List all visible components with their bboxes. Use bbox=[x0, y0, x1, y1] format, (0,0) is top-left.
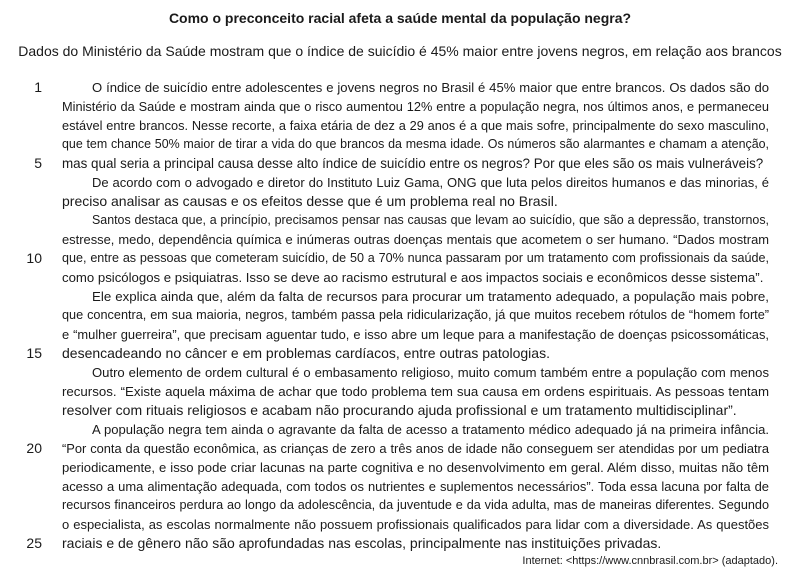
line-number: 25 bbox=[26, 535, 42, 551]
text-line: recursos financeiros perdura ao longo da adolescência, da juventude e da vida adulta, mas de maneiras diferentes. Segundo bbox=[62, 498, 769, 512]
source-citation: Internet: <https://www.cnnbrasil.com.br> (adaptado). bbox=[522, 555, 778, 567]
text-line: e “mulher guerreira”, que precisam aguentar tudo, e isso abre um leque para a manifestação de doenças psicossomáticas, bbox=[62, 327, 769, 342]
text-line: que concentra, em sua maioria, negros, também passa pela ridicularização, já que muitos recebem rótulos de “homem forte” bbox=[62, 308, 769, 322]
text-line: recursos. “Existe aquela máxima de achar que todo problema tem sua causa em ordens espirituais. As pessoas tentam bbox=[62, 384, 769, 399]
text-line: resolver com rituais religiosos e acabam não procurando ajuda profissional e um tratamento multidisciplinar”. bbox=[62, 402, 737, 418]
text-line: periodicamente, e isso pode criar lacunas na parte cognitiva e no desenvolvimento em geral. Além disso, muitas não têm bbox=[62, 460, 769, 475]
line-number: 5 bbox=[34, 155, 42, 171]
text-line: “Por conta da questão econômica, as crianças de zero a três anos de idade não conseguem ser atendidas por um pediatra bbox=[62, 441, 769, 456]
text-line: estável entre brancos. Nesse recorte, a faixa etária de dez a 29 anos é a que mais sofre, principalmente do sexo masculino, bbox=[62, 118, 769, 133]
text-line: desencadeando no câncer e em problemas cardíacos, entre outras patologias. bbox=[62, 345, 550, 361]
line-number: 20 bbox=[26, 440, 42, 456]
text-line: raciais e de gênero não são aprofundadas nas escolas, principalmente nas instituições privadas. bbox=[62, 535, 662, 551]
text-line: Ele explica ainda que, além da falta de recursos para procurar um tratamento adequado, a população mais pobre, bbox=[92, 289, 769, 304]
text-line: De acordo com o advogado e diretor do Instituto Luiz Gama, ONG que luta pelos direitos humanos e das minorias, é bbox=[92, 175, 769, 190]
article-title: Como o preconceito racial afeta a saúde mental da população negra? bbox=[168, 10, 632, 26]
text-line: O índice de suicídio entre adolescentes e jovens negros no Brasil é 45% maior que entre brancos. Os dados são do bbox=[92, 80, 769, 95]
text-line: como psicólogos e psiquiatras. Isso se deve ao racismo estrutural e aos impactos sociais e econômicos desse sistema”. bbox=[62, 270, 764, 285]
text-line: mas qual seria a principal causa desse alto índice de suicídio entre os negros? Por que eles são os mais vulneráveis? bbox=[62, 156, 764, 171]
text-line: estresse, medo, dependência química e inúmeras outras doenças mentais que acometem o ser humano. “Dados mostram bbox=[62, 232, 769, 247]
article-subtitle: Dados do Ministério da Saúde mostram que o índice de suicídio é 45% maior entre jovens negros, em relação aos brancos bbox=[18, 43, 782, 59]
text-line: Outro elemento de ordem cultural é o embasamento religioso, muito comum também entre a população com menos bbox=[92, 365, 769, 380]
line-number: 15 bbox=[26, 345, 42, 361]
text-line: Santos destaca que, a princípio, precisamos pensar nas causas que levam ao suicídio, que são a depressão, transtornos, bbox=[92, 213, 769, 227]
text-line: preciso analisar as causas e os efeitos desse que é um problema real no Brasil. bbox=[62, 193, 558, 209]
line-number: 10 bbox=[26, 250, 42, 266]
text-line: que, entre as pessoas que cometeram suicídio, de 50 a 70% nunca passaram por um tratamento com profissionais da saúde, bbox=[62, 251, 769, 265]
text-line: o especialista, as escolas normalmente não possuem profissionais qualificados para lidar com a diversidade. As questões bbox=[62, 517, 769, 532]
text-line: Ministério da Saúde e mostram ainda que o risco aumentou 12% entre a população negra, nos últimos anos, e permaneceu bbox=[62, 99, 769, 114]
text-line: acesso a uma alimentação adequada, com todos os nutrientes e suplementos necessários”. Toda essa lacuna por falta de bbox=[62, 479, 769, 494]
line-number: 1 bbox=[34, 79, 42, 95]
text-line: que tem chance 50% maior de tirar a vida do que brancos da mesma idade. Os números são alarmantes e chamam a atenção, bbox=[62, 137, 769, 151]
text-line: A população negra tem ainda o agravante da falta de acesso a tratamento médico adequado já na primeira infância. bbox=[92, 422, 769, 437]
